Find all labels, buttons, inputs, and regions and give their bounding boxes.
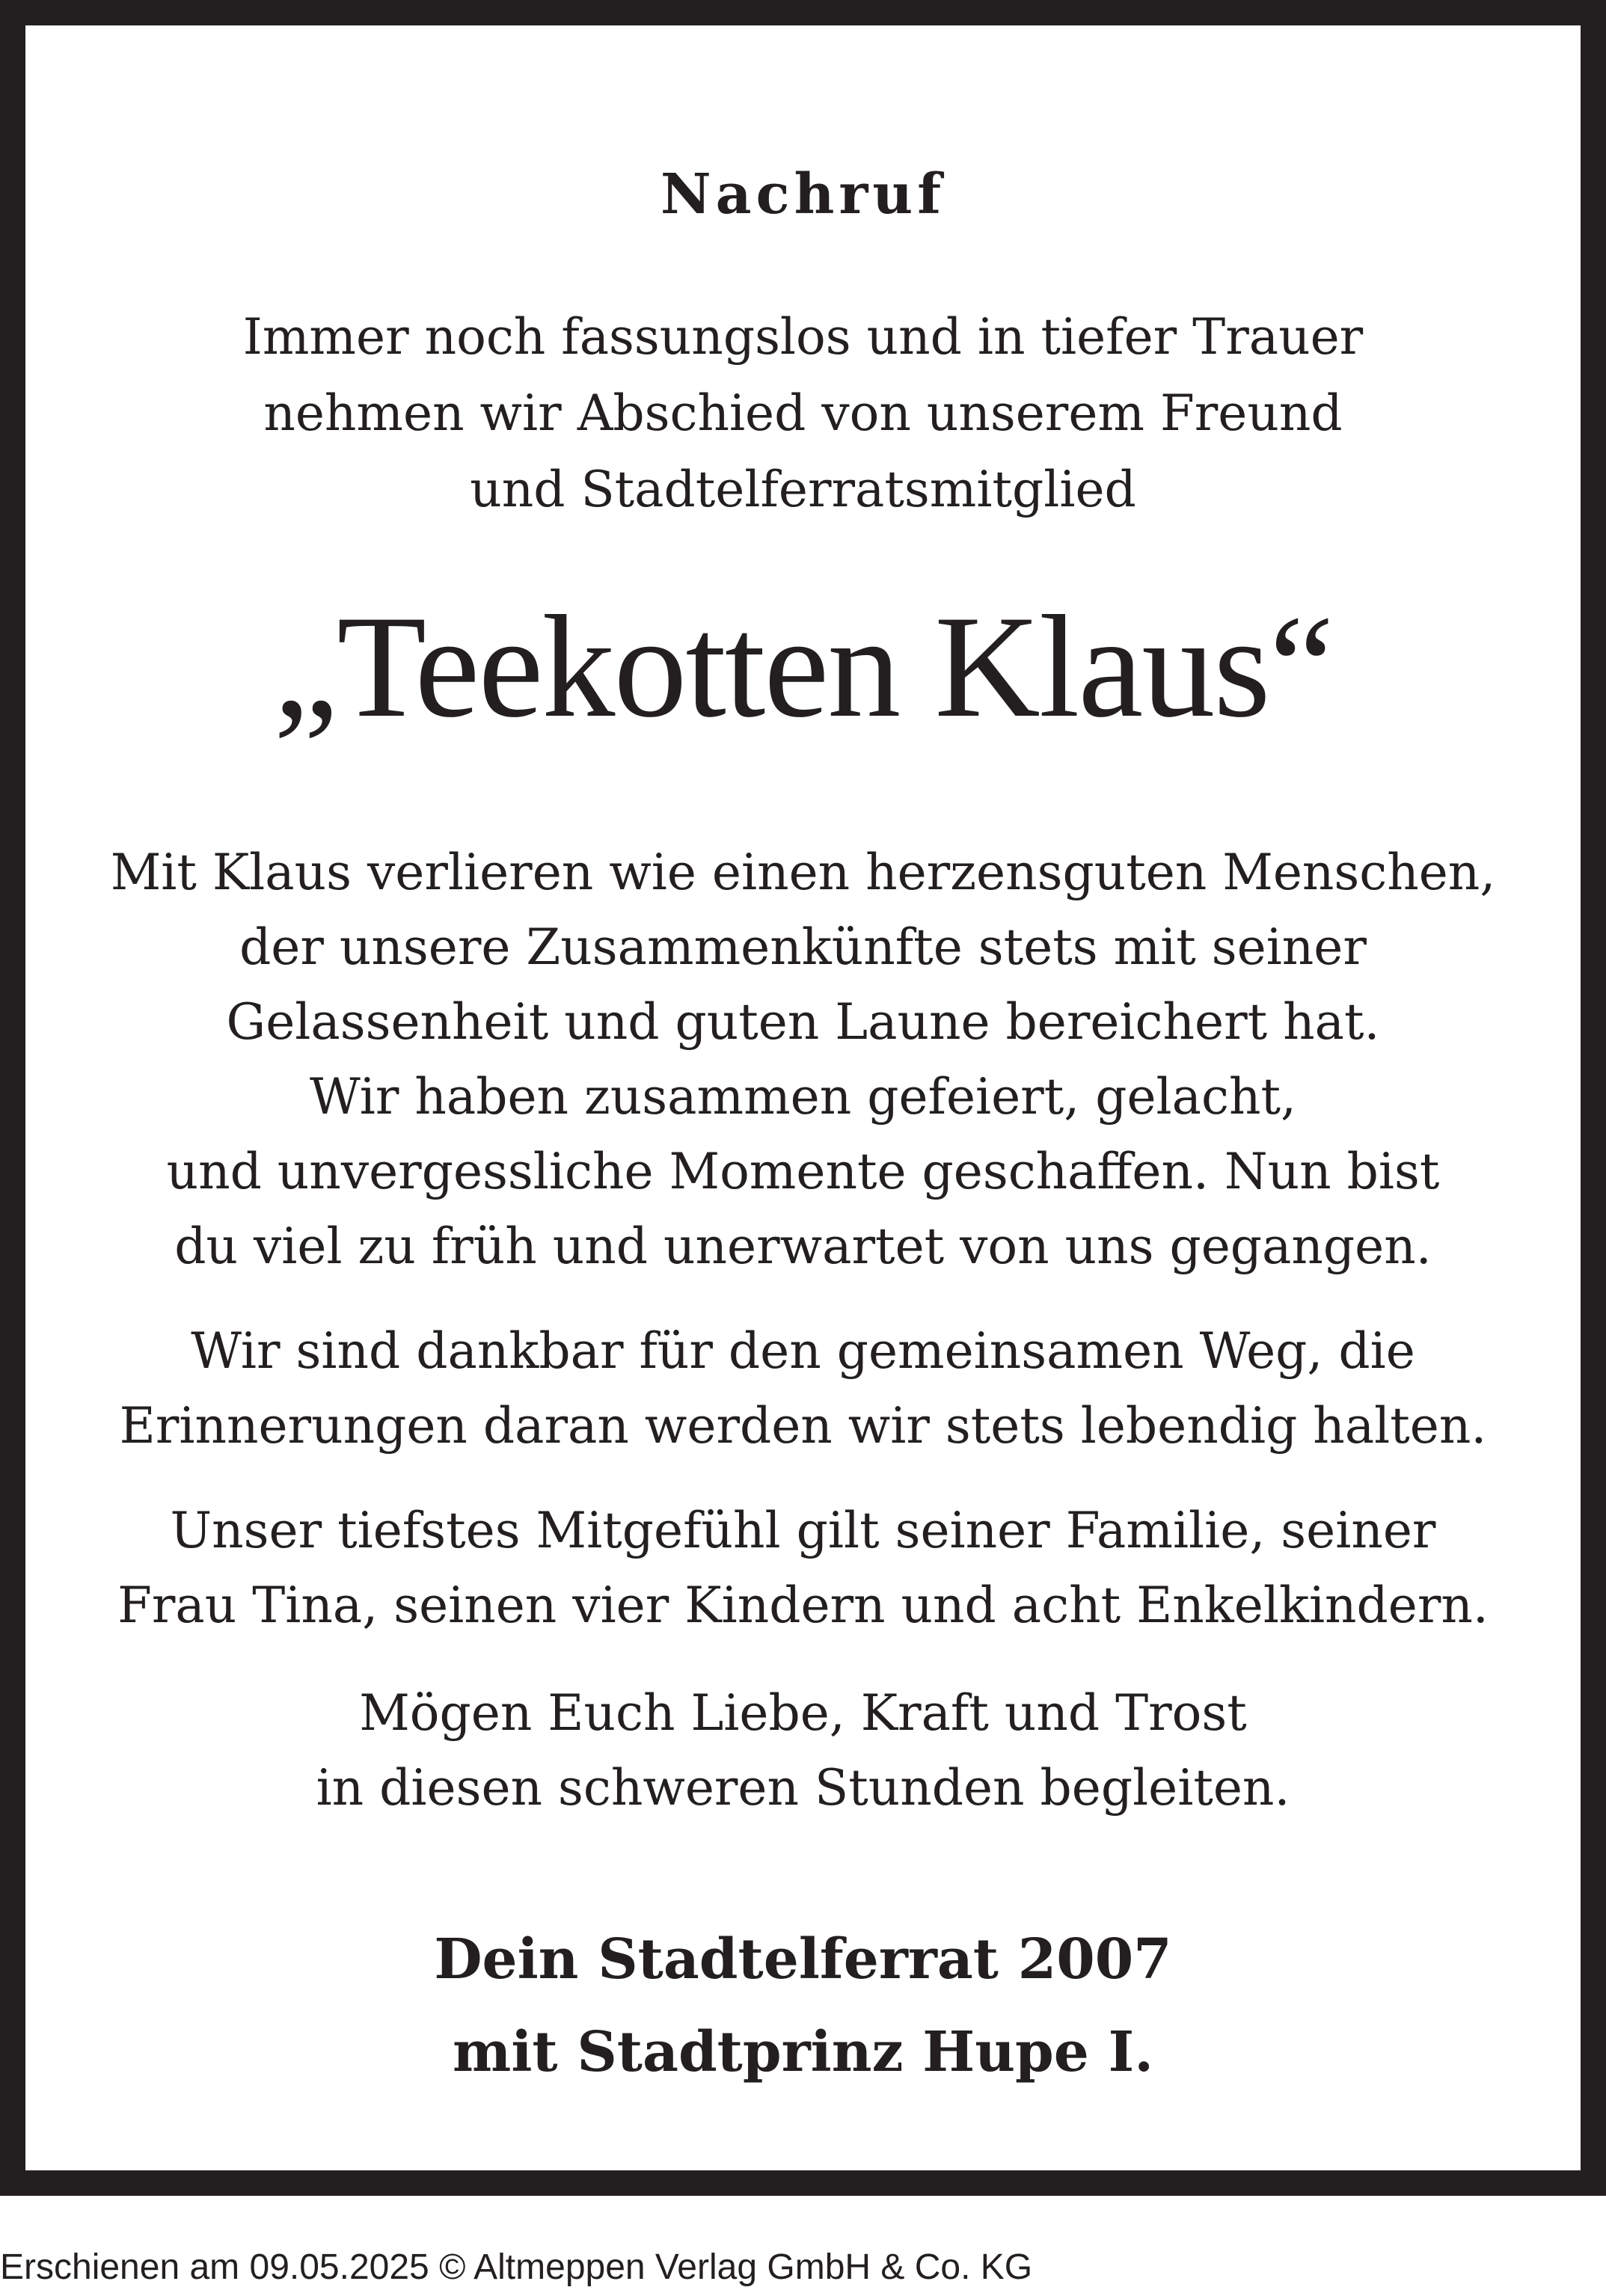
signature — [51, 1913, 1555, 2099]
condolence-paragraph — [51, 1494, 1555, 1643]
text-line: Mit Klaus verlieren wie einen herzensguten Menschen, — [110, 844, 1496, 901]
obituary-heading: Nachruf — [660, 162, 946, 227]
comfort-paragraph — [51, 1676, 1555, 1826]
intro-line: Immer noch fassungslos und in tiefer Trauer — [242, 308, 1364, 366]
intro-line: und Stadtelferratsmitglied — [470, 461, 1136, 518]
text-line: Gelassenheit und guten Laune bereichert hat. — [226, 993, 1380, 1051]
intro-text — [51, 299, 1555, 528]
text-line: Wir sind dankbar für den gemeinsamen Weg, die — [191, 1322, 1415, 1380]
text-line: in diesen schweren Stunden begleiten. — [316, 1759, 1290, 1817]
publication-footer: Erschienen am 09.05.2025 © Altmeppen Verlag GmbH & Co. KG — [0, 2247, 1033, 2287]
signature-line: mit Stadtprinz Hupe I. — [453, 2020, 1153, 2084]
signature-line: Dein Stadtelferrat 2007 — [434, 1927, 1172, 1992]
text-line: und unvergessliche Momente geschaffen. Nun bist — [166, 1143, 1440, 1200]
gratitude-paragraph — [51, 1314, 1555, 1464]
text-line: der unsere Zusammenkünfte stets mit seiner — [239, 918, 1367, 976]
text-line: Wir haben zusammen gefeiert, gelacht, — [310, 1068, 1296, 1126]
memorial-paragraph — [51, 835, 1555, 1284]
text-line: du viel zu früh und unerwartet von uns gegangen. — [174, 1218, 1432, 1275]
text-line: Mögen Euch Liebe, Kraft und Trost — [359, 1684, 1247, 1742]
deceased-name: „Teekotten Klaus“ — [273, 586, 1333, 748]
text-line: Erinnerungen daran werden wir stets lebendig halten. — [119, 1397, 1487, 1455]
intro-line: nehmen wir Abschied von unserem Freund — [263, 384, 1343, 442]
text-line: Unser tiefstes Mitgefühl gilt seiner Familie, seiner — [170, 1502, 1436, 1559]
text-line: Frau Tina, seinen vier Kindern und acht Enkelkindern. — [117, 1577, 1489, 1634]
